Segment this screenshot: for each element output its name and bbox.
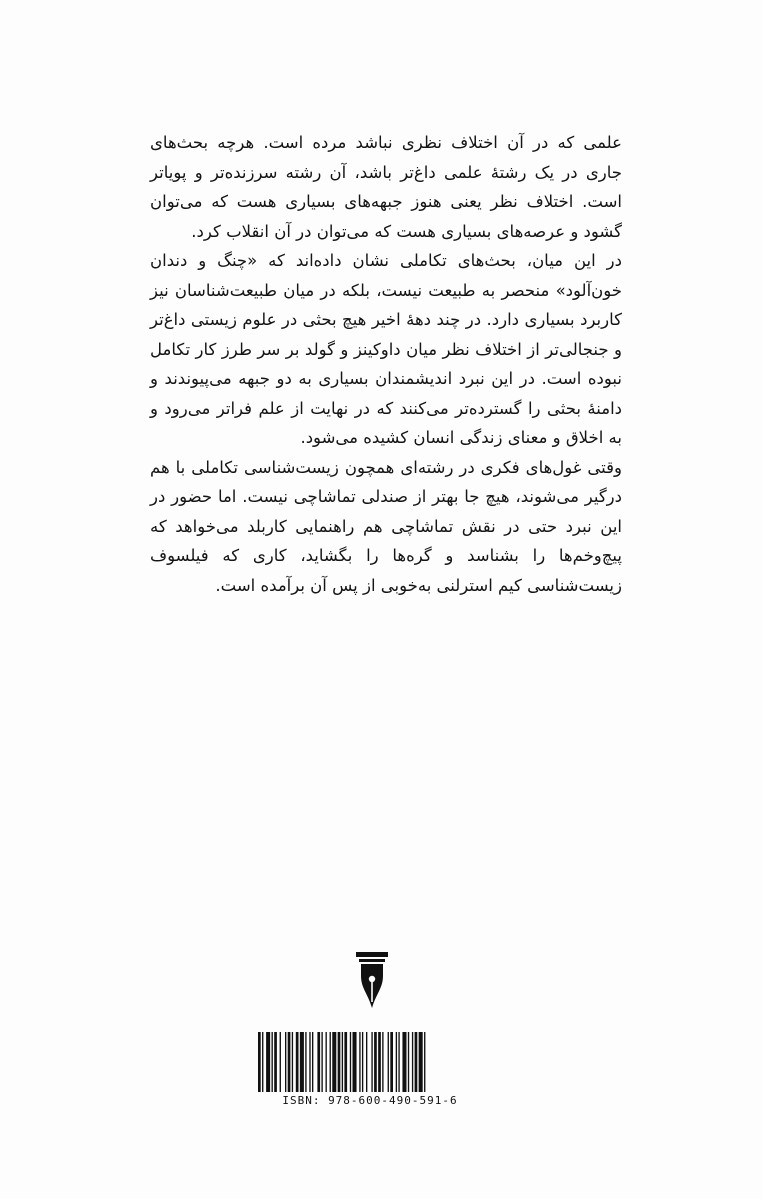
isbn-number: ISBN: 978-600-490-591-6 — [282, 1094, 458, 1107]
barcode-icon — [258, 1032, 482, 1092]
blurb-paragraph-3: وقتی غول‌های فکری در رشته‌ای همچون زیست‌شناسی تکاملی با هم درگیر می‌شوند، هیچ جا بهتر از صندلی تماشاچی نیست. اما حضور در این نبرد حتی در نقش تماشاچی هم راهنمایی کاربلد می‌خواهد که پیچ‌وخم‌ها را بشناسد و گره‌ها را بگشاید، کاری که فیلسوف زیست‌شناسی کیم استرلنی به‌خوبی از پس آن برآمده است. — [150, 457, 622, 595]
fountain-pen-nib-icon — [350, 952, 394, 1008]
blurb-text — [150, 128, 622, 600]
blurb-paragraph-2: در این میان، بحث‌های تکاملی نشان داده‌اند که «چنگ و دندان خون‌آلود» منحصر به طبیعت نیست، بلکه در میان طبیعت‌شناسان نیز کاربرد بسیاری دارد. در چند دههٔ اخیر هیچ بحثی در علوم زیستی داغ‌تر و جنجالی‌تر از اختلاف نظر میان داوکینز و گولد بر سر طرز کار تکامل نبوده است. در این نبرد اندیشمندان بسیاری به دو جبهه می‌پیوندند و دامنهٔ بحثی را گسترده‌تر می‌کنند که در نهایت از علم فراتر می‌رود و به اخلاق و معنای زندگی انسان کشیده می‌شود. — [150, 251, 622, 447]
blurb-paragraph-1: علمی که در آن اختلاف نظری نباشد مرده است. هرچه بحث‌های جاری در یک رشتهٔ علمی داغ‌تر باشد، آن رشته سرزنده‌تر و پویاتر است. اختلاف نظر یعنی هنوز جبهه‌های بسیاری هست که می‌توان گشود و عرصه‌های بسیاری هست که می‌توان در آن انقلاب کرد. — [150, 133, 622, 241]
